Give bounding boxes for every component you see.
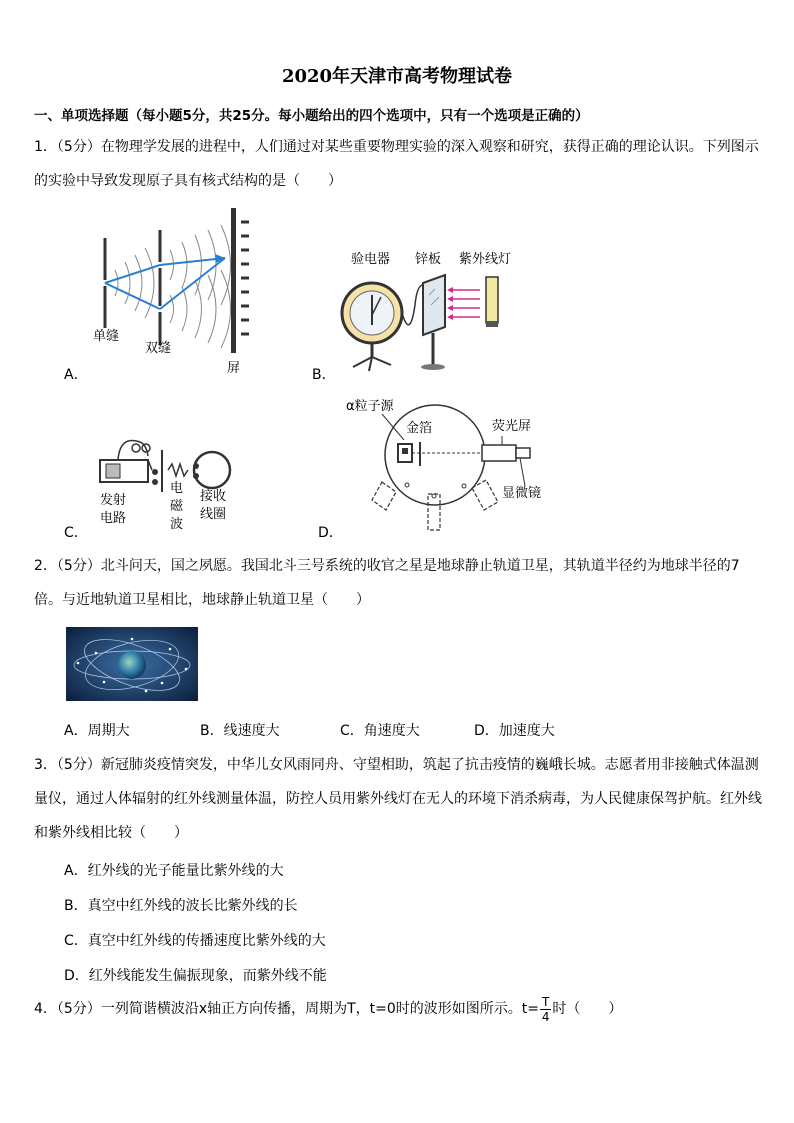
label-transmit-1: 发射 [100, 493, 127, 508]
label-wave-1: 电 [170, 481, 184, 496]
label-transmit-2: 电路 [100, 511, 127, 526]
q3-option-b: B．真空中红外线的波长比紫外线的长 [64, 898, 298, 914]
label-zinc-plate: 锌板 [415, 252, 442, 267]
q3-option-c: C．真空中红外线的传播速度比紫外线的大 [64, 933, 326, 949]
q3-option-d: D．红外线能发生偏振现象，而紫外线不能 [64, 968, 327, 984]
q2-option-a: A．周期大 [64, 723, 130, 739]
label-uv-lamp: 紫外线灯 [459, 252, 512, 267]
section-heading: 一、单项选择题（每小题5分，共25分。每小题给出的四个选项中，只有一个选项是正确的） [34, 108, 589, 124]
fraction-denominator: 4 [541, 1009, 550, 1024]
label-receive-1: 接收 [200, 489, 227, 504]
q1-option-c: C． [64, 525, 88, 541]
q4-text-after: 时（ ） [552, 1001, 623, 1017]
question-2-text: 2．（5分）北斗问天，国之夙愿。我国北斗三号系统的收官之星是地球静止轨道卫星，其轨道半径约为地球半径的7倍。与近地轨道卫星相比，地球静止轨道卫星（ ） [34, 558, 740, 608]
q1-option-b: B． [312, 367, 336, 383]
label-alpha-source: α粒子源 [346, 399, 394, 414]
q2-option-b: B．线速度大 [200, 723, 280, 739]
q2-option-c: C．角速度大 [340, 723, 420, 739]
label-double-slit: 双缝 [145, 341, 172, 356]
label-wave-3: 波 [170, 517, 184, 532]
q1-option-d: D． [318, 525, 343, 541]
q2-option-d: D．加速度大 [474, 723, 555, 739]
label-receive-2: 线圈 [200, 507, 227, 522]
figure-d-alpha-scattering [340, 390, 570, 540]
label-single-slit: 单缝 [93, 329, 120, 344]
figure-b-photoelectric [335, 245, 535, 380]
question-4-text [34, 992, 762, 1026]
question-3-text: 3．（5分）新冠肺炎疫情突发，中华儿女风雨同舟、守望相助，筑起了抗击疫情的巍峨长城。志愿者用非接触式体温测量仪，通过人体辐射的红外线测量体温，防控人员用紫外线灯在无人的环境下消杀病毒，为人民健康保驾护航。红外线和紫外线相比较（ ） [34, 757, 762, 841]
label-wave-2: 磁 [170, 499, 184, 514]
label-microscope: 显微镜 [502, 486, 542, 501]
fraction-numerator: T [542, 994, 550, 1009]
figure-c-em-wave [90, 430, 250, 535]
question-1-text: 1．（5分）在物理学发展的进程中，人们通过对某些重要物理实验的深入观察和研究，获得正确的理论认识。下列图示的实验中导致发现原子具有核式结构的是（ ） [34, 139, 759, 189]
label-gold-foil: 金箔 [406, 421, 433, 436]
q3-option-a: A．红外线的光子能量比紫外线的大 [64, 863, 284, 879]
label-electroscope: 验电器 [351, 252, 391, 267]
satellite-orbit-image [66, 627, 198, 701]
fraction-t-over-4 [540, 995, 551, 1024]
label-fluorescent-screen: 荧光屏 [492, 419, 532, 434]
page-title: 2020年天津市高考物理试卷 [281, 66, 513, 87]
figure-a-double-slit [85, 200, 285, 385]
q1-option-a: A． [64, 367, 88, 383]
label-screen: 屏 [227, 361, 241, 376]
q4-text-before: 4．（5分）一列简谐横波沿x轴正方向传播，周期为T，t=0时的波形如图所示。t= [34, 1001, 539, 1017]
